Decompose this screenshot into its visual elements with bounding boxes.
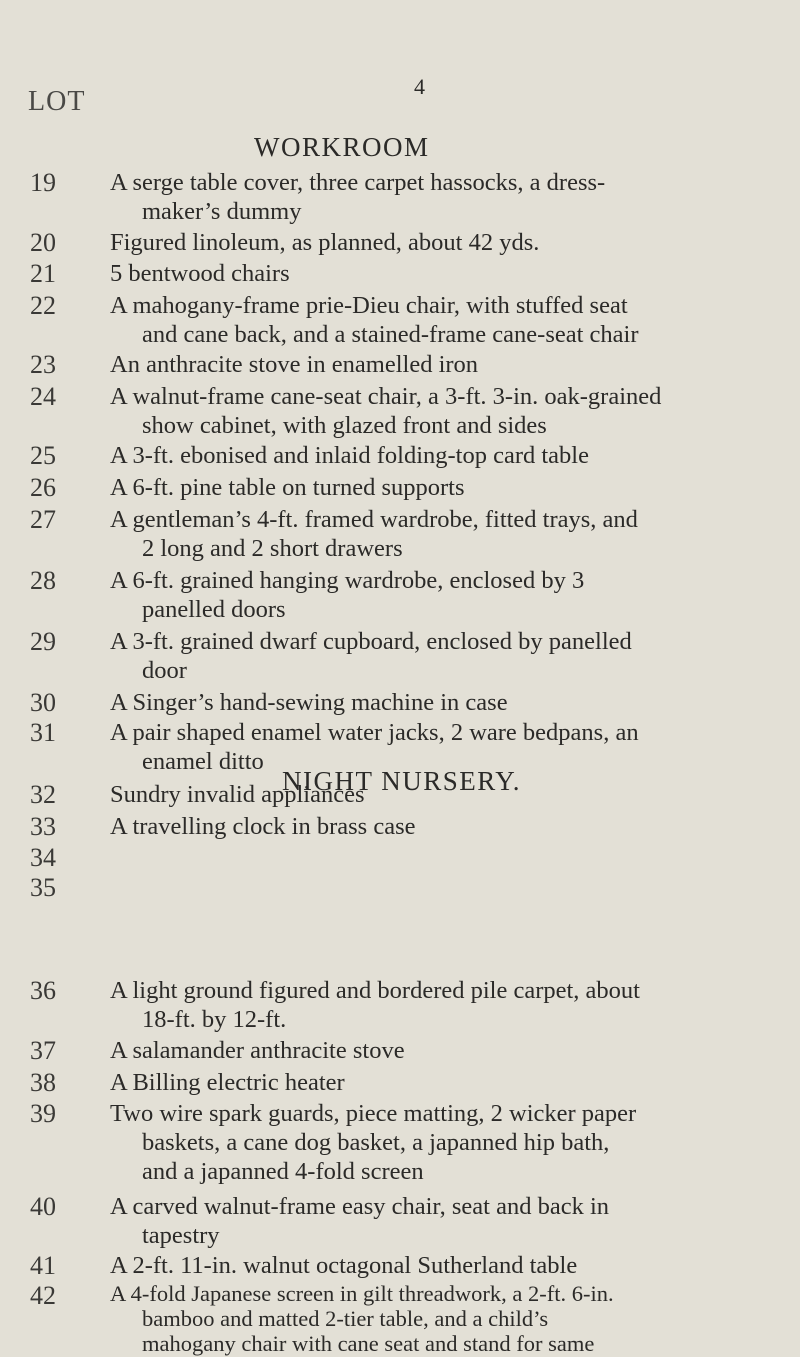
lot-description: An anthracite stove in enamelled iron xyxy=(110,351,479,378)
lot-number: 32 xyxy=(30,780,56,809)
lot-number: 37 xyxy=(30,1036,56,1065)
lot-description: A Billing electric heater xyxy=(110,1069,345,1096)
lot-description-line: bamboo and matted 2-tier table, and a child’s xyxy=(142,1306,549,1331)
lot-description xyxy=(110,1192,740,1250)
lot-description xyxy=(110,291,740,349)
lot-number: 20 xyxy=(30,228,56,257)
lot-description-line: tapestry xyxy=(142,1222,220,1249)
lot-description-line: Two wire spark guards, piece matting, 2 wicker paper xyxy=(110,1100,637,1127)
lot-description: A 3-ft. ebonised and inlaid folding-top card table xyxy=(110,442,589,469)
page-number: 4 xyxy=(414,74,425,99)
lot-description: A 2-ft. 11-in. walnut octagonal Sutherland table xyxy=(110,1252,578,1279)
lot-description-line: A 6-ft. grained hanging wardrobe, enclosed by 3 xyxy=(110,567,585,594)
lot-description-line: A 3-ft. grained dwarf cupboard, enclosed by panelled xyxy=(110,628,632,655)
lot-number: 40 xyxy=(30,1192,56,1221)
lot-description-line: A light ground figured and bordered pile carpet, about xyxy=(110,977,640,1004)
lot-number: 29 xyxy=(30,627,56,656)
lot-number: 41 xyxy=(30,1251,56,1280)
lot-description-line: A pair shaped enamel water jacks, 2 ware bedpans, an xyxy=(110,719,639,746)
lot-description-line: enamel ditto xyxy=(142,748,264,775)
lot-number: 38 xyxy=(30,1068,56,1097)
lot-number: 30 xyxy=(30,688,56,717)
lot-description-line: A 4-fold Japanese screen in gilt threadwork, a 2-ft. 6-in. xyxy=(110,1281,614,1306)
lot-number: 33 xyxy=(30,812,56,841)
lot-description: Figured linoleum, as planned, about 42 yds. xyxy=(110,229,540,256)
lot-description-line: mahogany chair with cane seat and stand for same xyxy=(142,1331,595,1356)
lot-number: 39 xyxy=(30,1099,56,1128)
lot-number: 24 xyxy=(30,382,56,411)
lot-description xyxy=(110,1281,740,1356)
section-title-night-nursery: NIGHT NURSERY. xyxy=(282,766,522,796)
lot-description: 5 bentwood chairs xyxy=(110,260,290,287)
lot-description xyxy=(110,976,740,1034)
lot-description xyxy=(110,168,740,226)
lot-description-line: maker’s dummy xyxy=(142,198,302,225)
lot-description-line: show cabinet, with glazed front and sides xyxy=(142,412,547,439)
lot-description xyxy=(110,627,740,685)
lot-description-line: 18-ft. by 12-ft. xyxy=(142,1006,287,1033)
lot-description-line: and a japanned 4-fold screen xyxy=(142,1158,424,1185)
lot-number: 36 xyxy=(30,976,56,1005)
lot-number: 27 xyxy=(30,505,56,534)
lot-description-line: panelled doors xyxy=(142,596,286,623)
lot-description-line: A walnut-frame cane-seat chair, a 3-ft. 3-in. oak-grained xyxy=(110,383,662,410)
lot-description: A 6-ft. pine table on turned supports xyxy=(110,474,465,501)
lot-description: A travelling clock in brass case xyxy=(110,813,416,840)
lot-number: 26 xyxy=(30,473,56,502)
lot-description-line: A serge table cover, three carpet hassocks, a dress- xyxy=(110,169,606,196)
lot-number: 21 xyxy=(30,259,56,288)
lot-description: Sundry invalid appliances xyxy=(110,781,365,808)
lot-number: 23 xyxy=(30,350,56,379)
lot-description: A salamander anthracite stove xyxy=(110,1037,405,1064)
lot-description-line: A carved walnut-frame easy chair, seat and back in xyxy=(110,1193,609,1220)
section-title-workroom: WORKROOM xyxy=(254,132,430,162)
lot-description-line: baskets, a cane dog basket, a japanned hip bath, xyxy=(142,1129,610,1156)
lot-number: 19 xyxy=(30,168,56,197)
lot-description-line: and cane back, and a stained-frame cane-seat chair xyxy=(142,321,639,348)
lot-description-line: A mahogany-frame prie-Dieu chair, with stuffed seat xyxy=(110,292,628,319)
lot-number: 22 xyxy=(30,291,56,320)
lot-description-line: A gentleman’s 4-ft. framed wardrobe, fitted trays, and xyxy=(110,506,638,533)
lot-number: 42 xyxy=(30,1281,56,1310)
lot-number: 25 xyxy=(30,441,56,470)
lot-number: 34 xyxy=(30,843,56,872)
lot-description xyxy=(110,505,740,563)
lot-number: 31 xyxy=(30,718,56,747)
lot-number: 35 xyxy=(30,873,56,902)
lot-number: 28 xyxy=(30,566,56,595)
lot-column-heading: LOT xyxy=(28,86,86,117)
lot-description xyxy=(110,566,740,624)
lot-description xyxy=(110,1099,740,1186)
lot-description-line: door xyxy=(142,657,187,684)
lot-description: A Singer’s hand-sewing machine in case xyxy=(110,689,508,716)
lot-description-line: 2 long and 2 short drawers xyxy=(142,535,403,562)
lot-description xyxy=(110,382,740,440)
